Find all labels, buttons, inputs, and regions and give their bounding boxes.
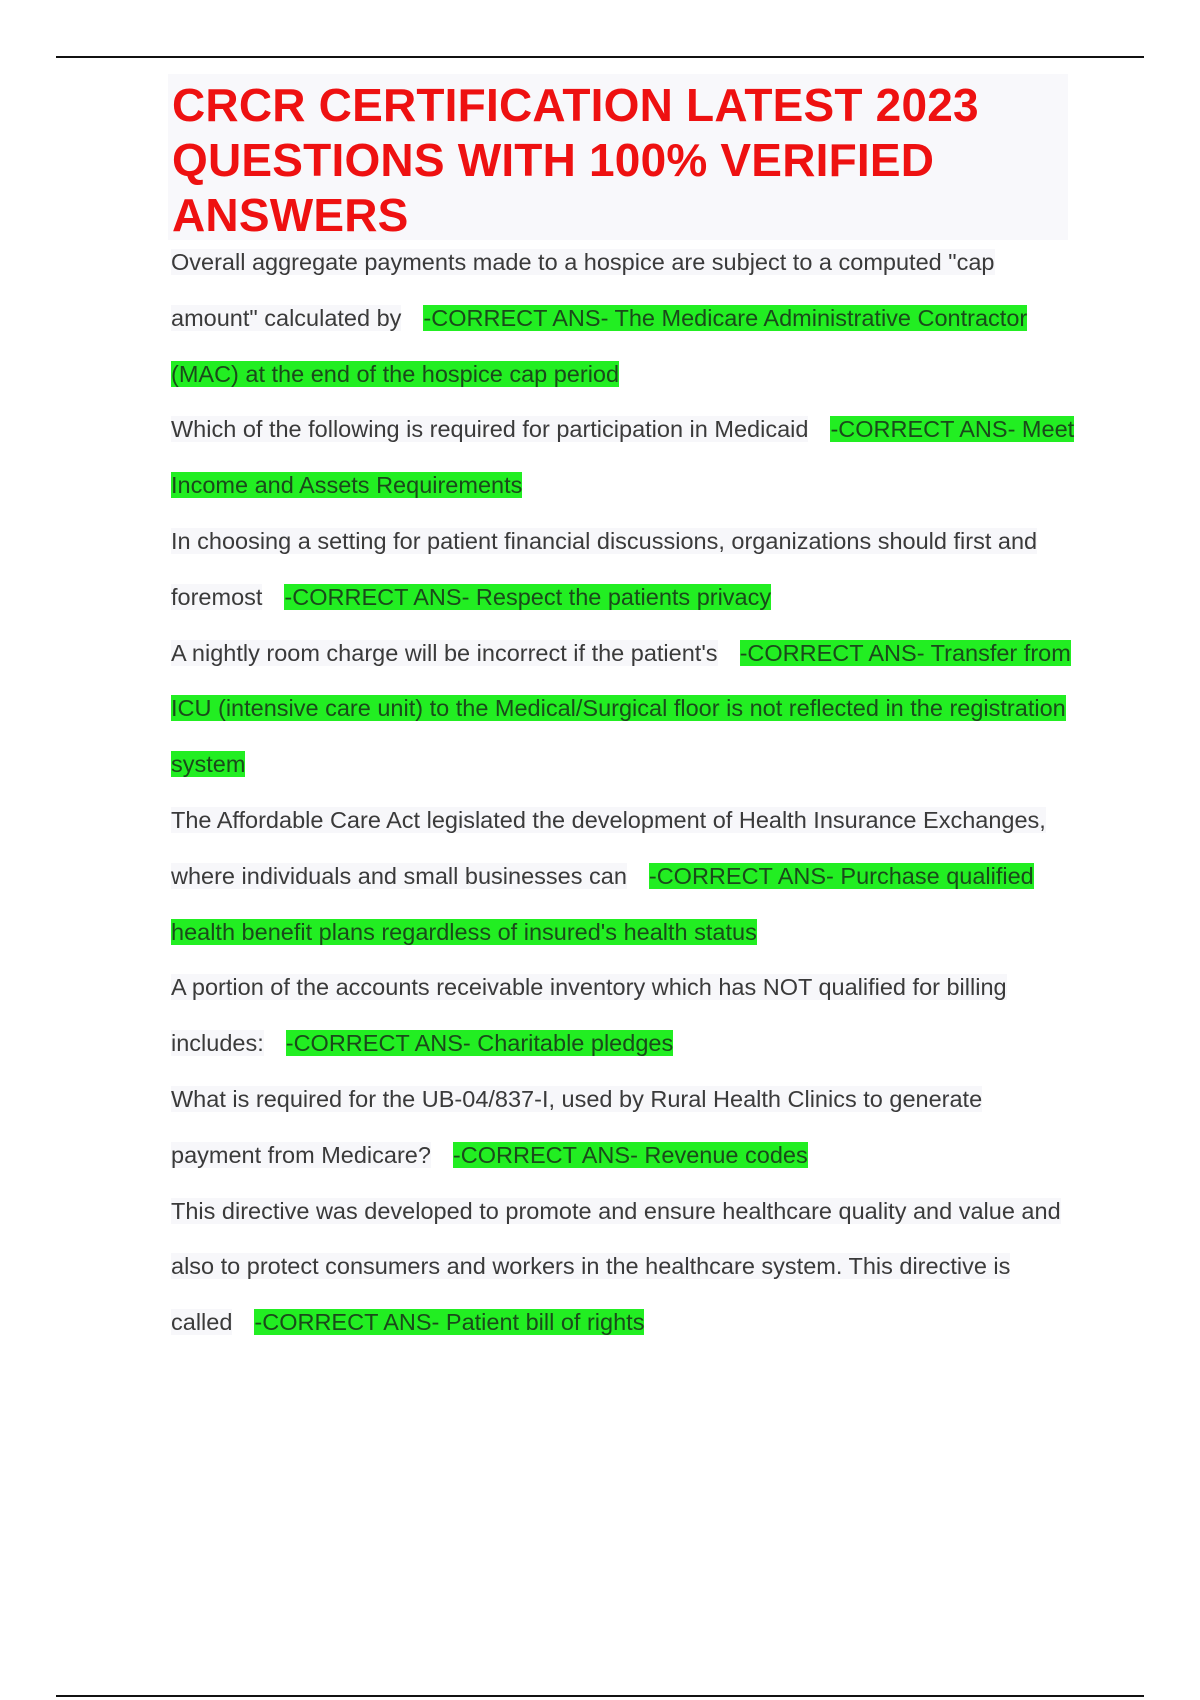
answer-highlight: -CORRECT ANS- Respect the patients privacy	[284, 583, 772, 610]
question-text: What is required for the UB-04/837-I, used by Rural Health Clinics to generate payment from Medicare?	[171, 1085, 983, 1168]
question-text: The Affordable Care Act legislated the development of Health Insurance Exchanges, where individuals and small businesses can	[171, 806, 1046, 889]
qa-item	[171, 402, 1076, 514]
qa-item	[171, 235, 1076, 402]
qa-list	[171, 235, 1076, 1351]
top-rule	[56, 56, 1144, 58]
qa-item	[171, 514, 1076, 626]
qa-item	[171, 1184, 1076, 1351]
question-text: Which of the following is required for participation in Medicaid	[171, 416, 809, 443]
qa-item	[171, 626, 1076, 793]
question-text: Overall aggregate payments made to a hospice are subject to a computed "cap amount" calculated by	[171, 249, 995, 331]
answer-highlight: -CORRECT ANS- Meet Income and Assets Requirements	[171, 416, 1075, 499]
title-block	[168, 74, 1068, 240]
question-text: In choosing a setting for patient financial discussions, organizations should first and foremost	[171, 527, 1038, 610]
qa-item	[171, 793, 1076, 960]
answer-highlight: -CORRECT ANS- Purchase qualified health benefit plans regardless of insured's health status	[171, 862, 1034, 945]
answer-highlight: -CORRECT ANS- Patient bill of rights	[254, 1309, 645, 1336]
answer-highlight: -CORRECT ANS- Charitable pledges	[285, 1030, 674, 1057]
qa-item	[171, 1072, 1076, 1184]
bottom-rule	[56, 1695, 1144, 1697]
question-text: This directive was developed to promote and ensure healthcare quality and value and also to protect consumers and workers in the healthcare system. This directive is called	[171, 1197, 1061, 1336]
answer-highlight: -CORRECT ANS- Transfer from ICU (intensive care unit) to the Medical/Surgical floor is not reflected in the registration system	[171, 639, 1071, 778]
document-title: CRCR CERTIFICATION LATEST 2023 QUESTIONS WITH 100% VERIFIED ANSWERS	[172, 79, 979, 241]
answer-highlight: -CORRECT ANS- Revenue codes	[452, 1141, 808, 1168]
question-text: A portion of the accounts receivable inventory which has NOT qualified for billing includes:	[171, 974, 1007, 1057]
qa-item	[171, 960, 1076, 1072]
question-text: A nightly room charge will be incorrect if the patient's	[171, 639, 718, 666]
answer-highlight: -CORRECT ANS- The Medicare Administrative Contractor (MAC) at the end of the hospice cap period	[171, 304, 1028, 387]
